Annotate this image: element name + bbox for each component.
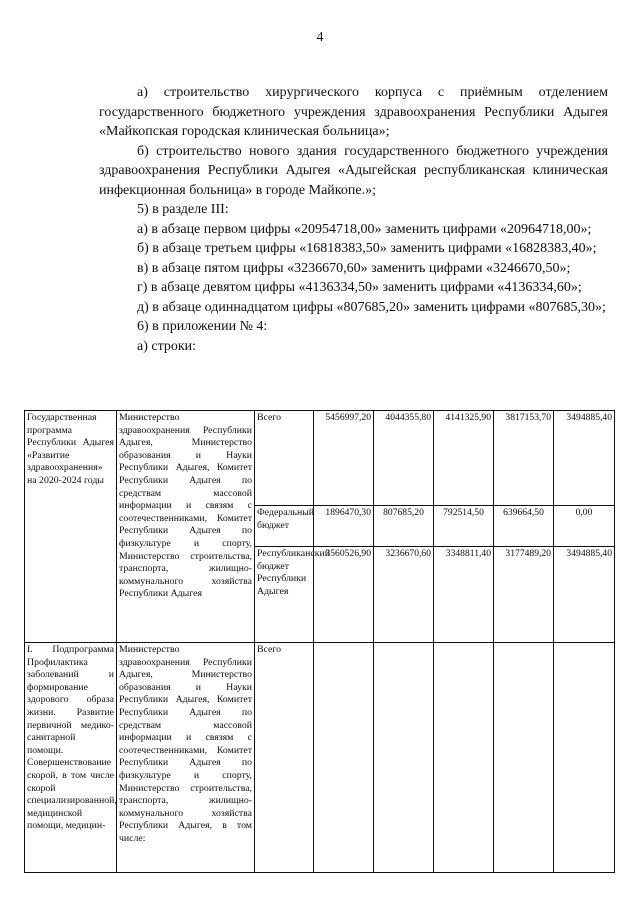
value-cell: 4141325,90 — [434, 411, 494, 506]
value-cell: 792514,50 — [434, 506, 494, 547]
value-cell: 3494885,40 — [554, 411, 615, 506]
source-cell: Всего — [255, 643, 314, 873]
paragraph-amend-d: д) в абзаце одиннадцатом цифры «807685,20» заменить цифрами «807685,30»; — [137, 299, 606, 315]
empty-cell — [494, 643, 554, 873]
value-cell: 4044355,80 — [374, 411, 434, 506]
program-title-cell: Государственная программа Республики Адыгея «Развитие здравоохранения» на 2020-2024 годы — [25, 411, 117, 643]
paragraph-section-3: 5) в разделе III: — [137, 202, 229, 217]
paragraph-a-construction: а) строительство хирургического корпуса с приёмным отделением государственного бюджетного учреждения здравоохранения Республики Адыгея «Майкопская городская клиническая больница»; — [99, 85, 608, 139]
paragraph-amend-b: б) в абзаце третьем цифры «16818383,50» заменить цифрами «16828383,40»; — [137, 241, 597, 256]
table-row — [25, 643, 615, 873]
source-cell: Всего — [255, 411, 314, 506]
empty-cell — [554, 643, 615, 873]
paragraph-appendix-4: 6) в приложении № 4: — [137, 319, 268, 334]
paragraph-rows: а) строки: — [137, 338, 197, 354]
value-cell: 1896470,30 — [314, 506, 374, 547]
value-cell: 639664,50 — [494, 506, 554, 547]
value-cell: 3494885,40 — [554, 547, 615, 643]
value-cell: 3817153,70 — [494, 411, 554, 506]
value-cell: 3348811,40 — [434, 547, 494, 643]
empty-cell — [374, 643, 434, 873]
value-cell: 5456997,20 — [314, 411, 374, 506]
page-number: 4 — [316, 30, 324, 45]
source-cell: Республиканский бюджет Республики Адыгея — [255, 547, 314, 643]
value-cell: 0,00 — [554, 506, 615, 547]
value-cell: 807685,20 — [374, 506, 434, 547]
subprogram-executors-cell: Министерство здравоохранения Республики Адыгея, Министерство образования и Науки Республики Адыгея, Комитет Республики Адыгея по средствам массовой информации и связям с соотечественниками, Комитет Республики Адыгея по физкультуре и спорту, Министерство строительства, транспорта, жилищно-коммунального хозяйства Республики Адыгея, в том числе: — [117, 643, 255, 873]
paragraph-amend-a: а) в абзаце первом цифры «20954718,00» заменить цифрами «20964718,00»; — [137, 221, 592, 237]
value-cell: 3177489,20 — [494, 547, 554, 643]
paragraph-amend-v: в) в абзаце пятом цифры «3236670,60» заменить цифрами «3246670,50»; — [137, 260, 571, 276]
program-executors-cell: Министерство здравоохранения Республики Адыгея, Министерство образования и Науки Республики Адыгея, Комитет Республики Адыгея по средствам массовой информации и связям с соотечественниками, Комитет Республики Адыгея по физкультуре и спорту, Министерство строительства, транспорта, жилищно-коммунального хозяйства Республики Адыгея — [117, 411, 255, 643]
document-body — [99, 83, 608, 356]
value-cell: 3236670,60 — [374, 547, 434, 643]
funding-table — [24, 410, 615, 873]
empty-cell — [314, 643, 374, 873]
paragraph-amend-g: г) в абзаце девятом цифры «4136334,50» заменить цифрами «4136334,60»; — [137, 280, 582, 295]
value-cell: 3560526,90 — [314, 547, 374, 643]
empty-cell — [434, 643, 494, 873]
table-row — [25, 411, 615, 506]
subprogram-title-cell: I. Подпрограмма Профилактика заболеваний и формирование здорового образа жизни. Развитие первичной медико-санитарной помощи. Совершенствование скорой, в том числе скорой специализированной, медицинской помощи, медицин- — [25, 643, 117, 873]
paragraph-b-construction: б) строительство нового здания государственного бюджетного учреждения здравоохранения Республики Адыгея «Адыгейская республиканская клиническая инфекционная больница» в городе Майкопе.»; — [99, 143, 608, 198]
source-cell: Федеральный бюджет — [255, 506, 314, 547]
